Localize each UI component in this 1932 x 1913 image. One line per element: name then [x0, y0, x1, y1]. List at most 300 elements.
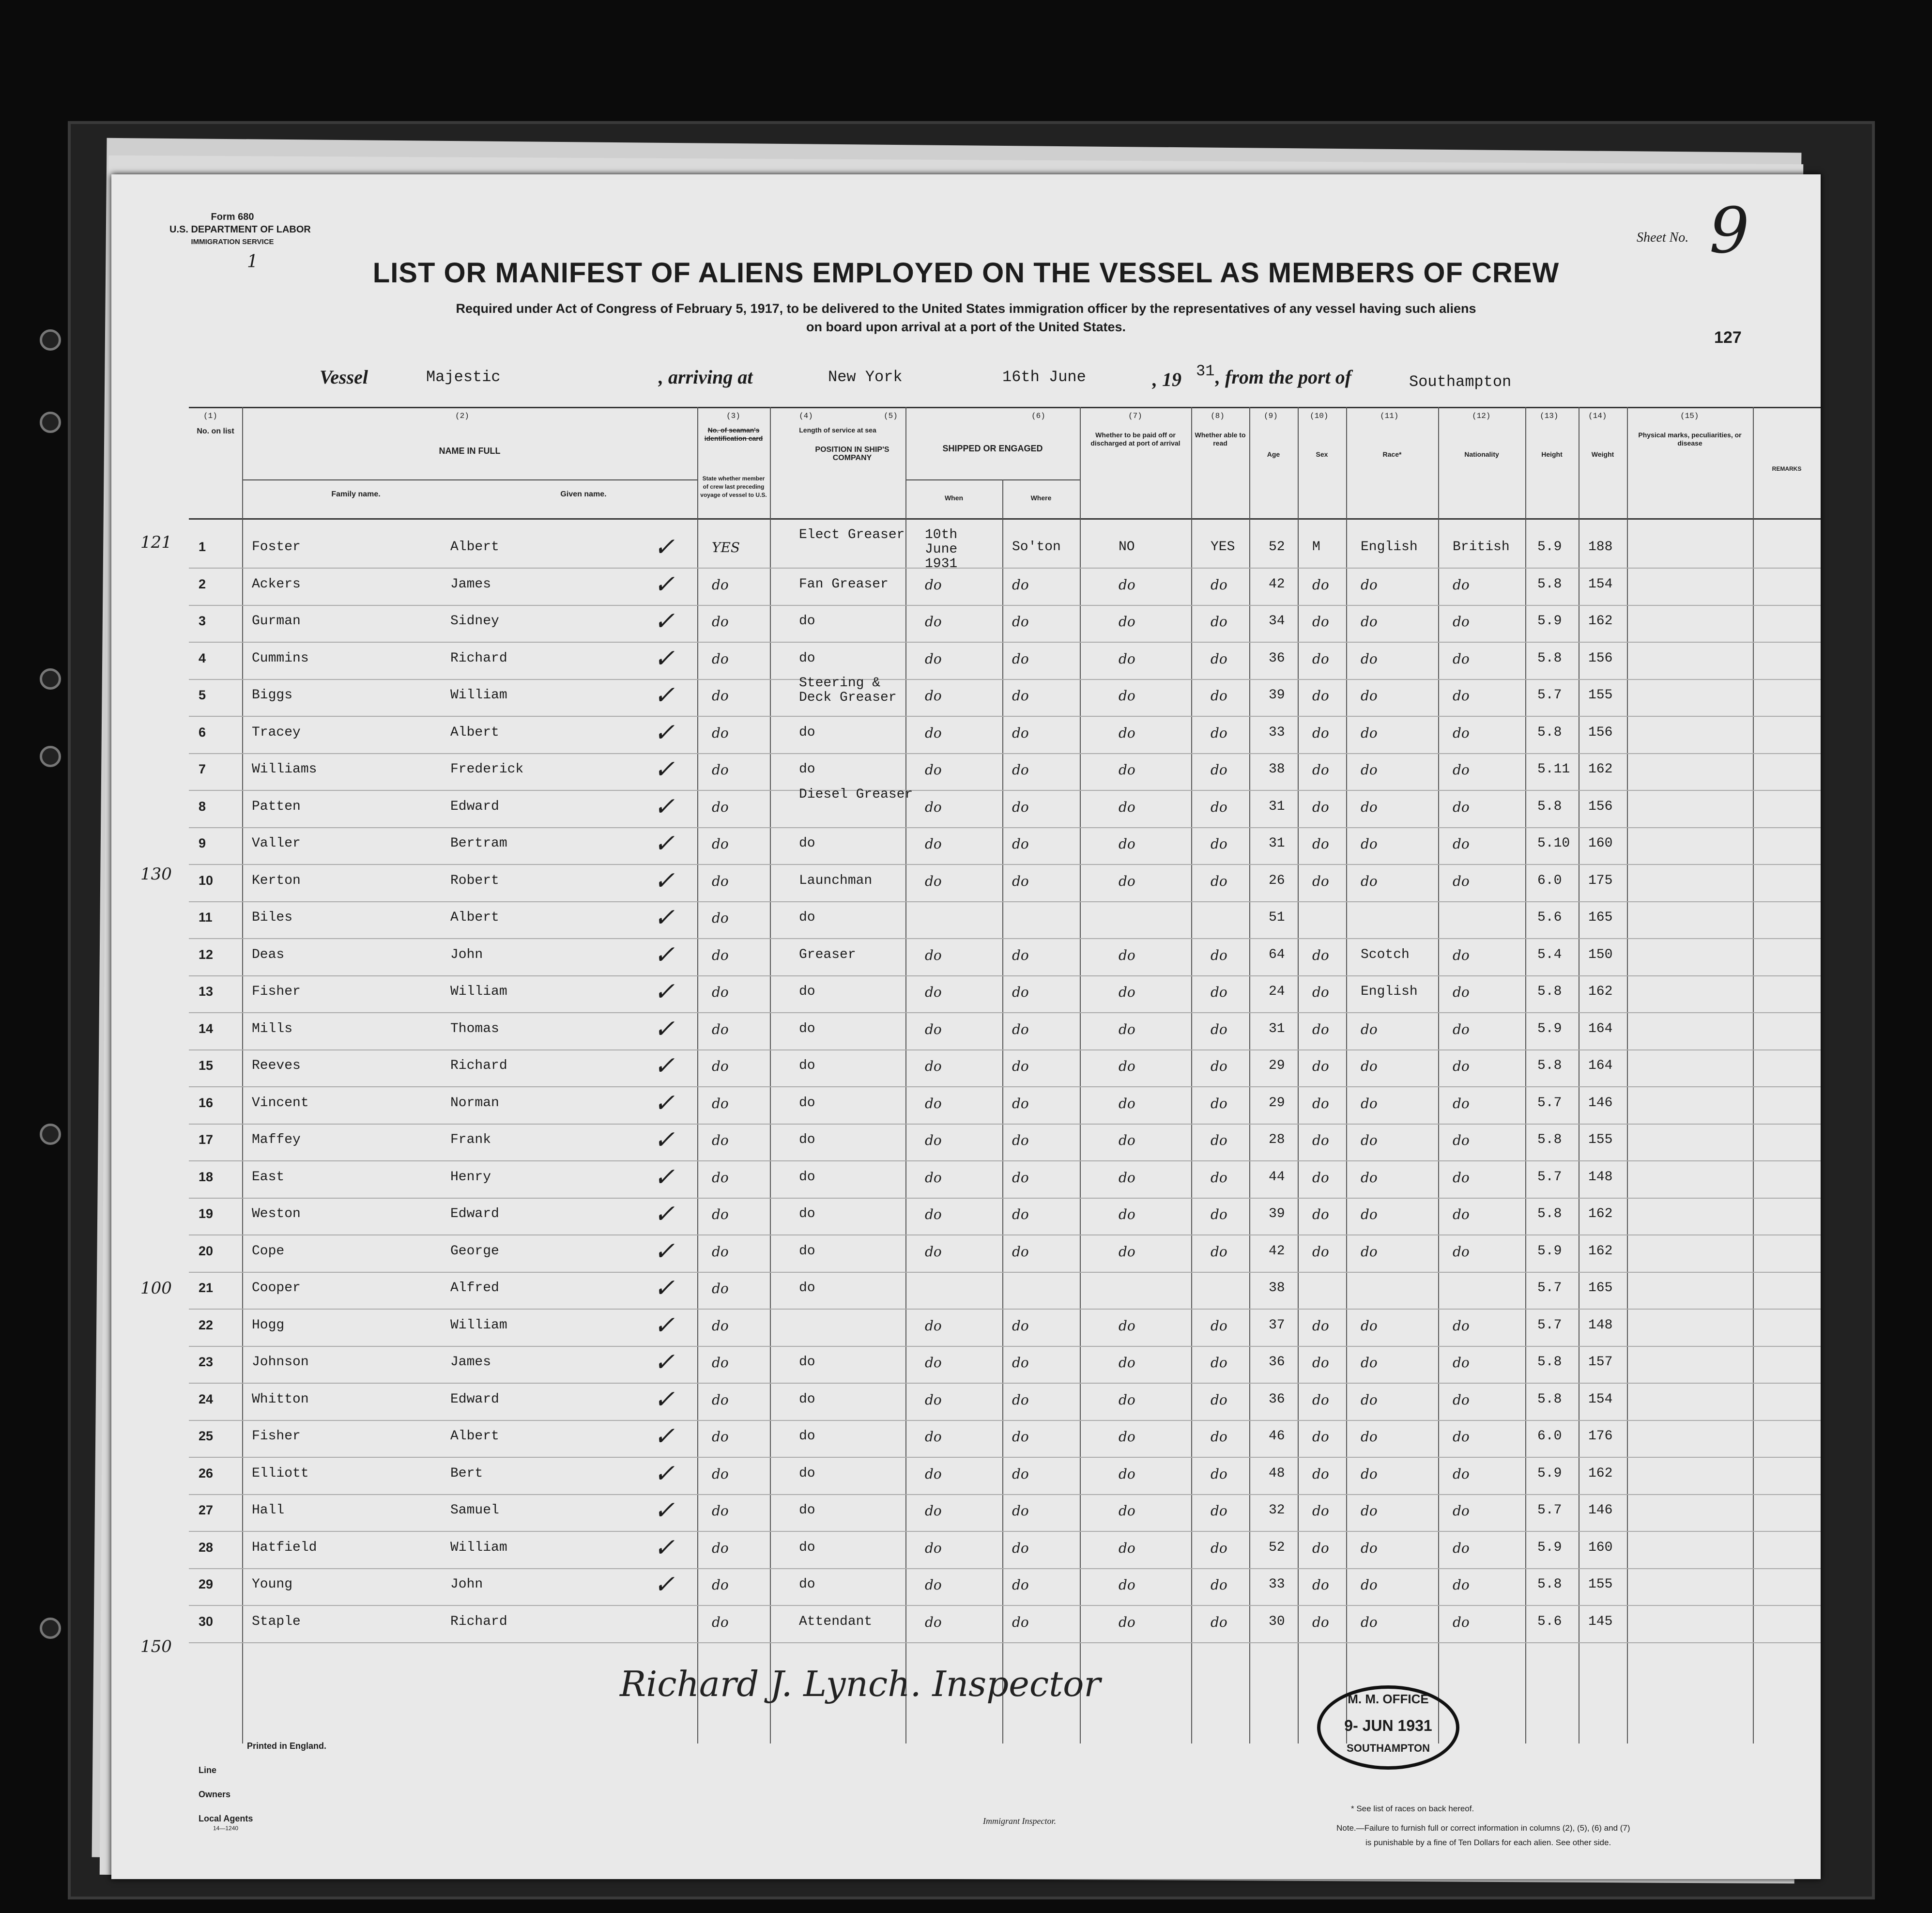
- table-row: [111, 1496, 1821, 1533]
- position: do: [799, 1021, 815, 1036]
- family-name: Foster: [252, 540, 301, 555]
- row-rule: [189, 1086, 1821, 1087]
- nationality: do: [1453, 1206, 1470, 1222]
- race: do: [1361, 1206, 1378, 1222]
- table-row: [111, 1607, 1821, 1644]
- col-number: (4): [799, 412, 813, 420]
- card-status: do: [712, 762, 729, 778]
- paid-off: do: [1119, 576, 1135, 593]
- card-status: do: [712, 1391, 729, 1408]
- height: 5.6: [1537, 1614, 1562, 1629]
- sex: do: [1312, 1614, 1329, 1630]
- weight: 154: [1588, 1391, 1613, 1407]
- check-mark: ✓: [654, 755, 675, 784]
- arrival-year: 31: [1196, 362, 1215, 380]
- height: 5.8: [1537, 576, 1562, 592]
- able-to-read: do: [1211, 1058, 1227, 1074]
- able-to-read: do: [1211, 650, 1227, 667]
- table-row: [111, 755, 1821, 792]
- row-number: 25: [199, 1429, 214, 1443]
- col-number: (2): [455, 412, 469, 420]
- age: 31: [1269, 836, 1285, 851]
- given-name: William: [450, 688, 507, 703]
- weight: 148: [1588, 1317, 1613, 1333]
- able-to-read: do: [1211, 762, 1227, 778]
- sex: do: [1312, 650, 1329, 667]
- row-rule: [189, 753, 1821, 754]
- shipped-when: do: [925, 1429, 942, 1445]
- paid-off: do: [1119, 1058, 1135, 1074]
- header-nationality: Nationality: [1464, 450, 1499, 458]
- given-name: Richard: [450, 1058, 507, 1073]
- age: 42: [1269, 1243, 1285, 1259]
- position: do: [799, 910, 815, 925]
- race: do: [1361, 1355, 1378, 1371]
- shipped-when: do: [925, 1614, 942, 1630]
- given-name: Thomas: [450, 1021, 499, 1036]
- shipped-header-rule: [905, 479, 1080, 480]
- age: 33: [1269, 725, 1285, 740]
- sex: do: [1312, 1466, 1329, 1482]
- row-number: 21: [199, 1280, 214, 1295]
- paid-off: do: [1119, 1317, 1135, 1334]
- corner-number: 127: [1714, 328, 1742, 347]
- position: do: [799, 725, 815, 740]
- paid-off: do: [1119, 947, 1135, 963]
- height: 5.9: [1537, 1021, 1562, 1036]
- able-to-read: do: [1211, 873, 1227, 889]
- paid-off: do: [1119, 1429, 1135, 1445]
- check-mark: ✓: [654, 1126, 675, 1155]
- position: do: [799, 1466, 815, 1481]
- check-mark: ✓: [654, 1533, 675, 1562]
- age: 52: [1269, 1540, 1285, 1555]
- position: do: [799, 984, 815, 999]
- row-rule: [189, 1309, 1821, 1310]
- able-to-read: do: [1211, 725, 1227, 741]
- col-number: (14): [1588, 412, 1607, 420]
- family-name: Young: [252, 1577, 293, 1592]
- family-name: East: [252, 1169, 285, 1185]
- shipped-where: do: [1012, 799, 1029, 815]
- height: 6.0: [1537, 873, 1562, 888]
- vessel-name: Majestic: [426, 368, 501, 386]
- position: do: [799, 1095, 815, 1111]
- table-row: [111, 1570, 1821, 1607]
- margin-number: 121: [140, 533, 172, 552]
- paid-off: do: [1119, 873, 1135, 889]
- family-name: Patten: [252, 799, 301, 814]
- race: do: [1361, 1540, 1378, 1556]
- shipped-where: do: [1012, 1466, 1029, 1482]
- row-rule: [189, 679, 1821, 680]
- paid-off: do: [1119, 1614, 1135, 1630]
- sex: do: [1312, 688, 1329, 704]
- height: 5.9: [1537, 1243, 1562, 1259]
- age: 33: [1269, 1577, 1285, 1592]
- family-name: Maffey: [252, 1132, 301, 1147]
- sex: do: [1312, 1540, 1329, 1556]
- stamp-top-text: M. M. OFFICE: [1348, 1692, 1429, 1706]
- subtitle-line-2: on board upon arrival at a port of the United States.: [806, 320, 1126, 334]
- position: do: [799, 1243, 815, 1259]
- weight: 165: [1588, 910, 1613, 925]
- header-seaman-note: State whether member of crew last preceding voyage of vessel to U.S.: [700, 475, 767, 498]
- sex: do: [1312, 1503, 1329, 1519]
- row-rule: [189, 1383, 1821, 1384]
- position: do: [799, 1169, 815, 1185]
- family-name: Valler: [252, 836, 301, 851]
- race: do: [1361, 1614, 1378, 1630]
- card-status: do: [712, 614, 729, 630]
- shipped-when: do: [925, 1317, 942, 1334]
- header-sex: Sex: [1316, 450, 1328, 458]
- age: 38: [1269, 762, 1285, 777]
- given-name: Henry: [450, 1169, 491, 1185]
- row-rule: [189, 716, 1821, 717]
- row-number: 4: [199, 650, 206, 665]
- nationality: do: [1453, 1355, 1470, 1371]
- card-status: do: [712, 1317, 729, 1334]
- position: Launchman: [799, 873, 873, 888]
- vessel-label: Vessel: [320, 366, 368, 388]
- header-length-service: Length of service at sea: [799, 426, 876, 434]
- shipped-when: do: [925, 984, 942, 1000]
- check-mark: ✓: [654, 644, 675, 673]
- position: do: [799, 1355, 815, 1370]
- nationality: do: [1453, 873, 1470, 889]
- card-status: do: [712, 1355, 729, 1371]
- shipped-when: do: [925, 762, 942, 778]
- row-number: 16: [199, 1095, 214, 1110]
- able-to-read: do: [1211, 1243, 1227, 1260]
- row-rule: [189, 1124, 1821, 1125]
- height: 5.8: [1537, 1391, 1562, 1407]
- header-given-name: Given name.: [560, 490, 607, 498]
- row-number: 6: [199, 725, 206, 740]
- position: do: [799, 1577, 815, 1592]
- family-name: Kerton: [252, 873, 301, 888]
- table-row: [111, 1089, 1821, 1126]
- row-number: 27: [199, 1503, 214, 1517]
- top-left-mark: 1: [247, 252, 258, 272]
- race: do: [1361, 799, 1378, 815]
- race: do: [1361, 1058, 1378, 1074]
- card-status: do: [712, 1577, 729, 1593]
- age: 51: [1269, 910, 1285, 925]
- height: 5.8: [1537, 1132, 1562, 1147]
- given-name: Samuel: [450, 1503, 499, 1518]
- row-rule: [189, 1531, 1821, 1532]
- table-row: [111, 607, 1821, 644]
- weight: 162: [1588, 1466, 1613, 1481]
- paid-off: do: [1119, 1243, 1135, 1260]
- from-port-label: , from the port of: [1215, 366, 1352, 388]
- family-name: Biggs: [252, 688, 293, 703]
- table-row: [111, 676, 1821, 718]
- header-no-on-list: No. on list: [197, 427, 234, 435]
- nationality: do: [1453, 1540, 1470, 1556]
- family-name: Vincent: [252, 1095, 309, 1111]
- check-mark: ✓: [654, 570, 675, 599]
- card-status: do: [712, 1058, 729, 1074]
- age: 32: [1269, 1503, 1285, 1518]
- given-name: Richard: [450, 650, 507, 666]
- sex: do: [1312, 1058, 1329, 1074]
- header-physical-marks: Physical marks, peculiarities, or disease: [1638, 431, 1742, 447]
- sex: do: [1312, 1243, 1329, 1260]
- height: 5.9: [1537, 540, 1562, 555]
- nationality: do: [1453, 984, 1470, 1000]
- height: 5.7: [1537, 1503, 1562, 1518]
- given-name: Albert: [450, 540, 499, 555]
- position: Fan Greaser: [799, 576, 889, 592]
- table-row: [111, 1200, 1821, 1236]
- row-number: 14: [199, 1021, 214, 1036]
- nationality: do: [1453, 576, 1470, 593]
- row-rule: [189, 827, 1821, 828]
- card-status: do: [712, 836, 729, 852]
- height: 5.8: [1537, 984, 1562, 999]
- table-row: [111, 718, 1821, 755]
- shipped-where: do: [1012, 947, 1029, 963]
- race: do: [1361, 1503, 1378, 1519]
- height: 5.8: [1537, 1058, 1562, 1073]
- row-number: 26: [199, 1466, 214, 1481]
- shipped-where: do: [1012, 984, 1029, 1000]
- margin-number: 130: [140, 864, 172, 884]
- shipped-when: do: [925, 725, 942, 741]
- manifest-sheet: [111, 174, 1821, 1879]
- table-row: [111, 1051, 1821, 1088]
- paid-off: NO: [1119, 540, 1135, 555]
- shipped-where: do: [1012, 762, 1029, 778]
- paid-off: do: [1119, 984, 1135, 1000]
- row-number: 28: [199, 1540, 214, 1555]
- table-row: [111, 866, 1821, 903]
- owners-label: Owners: [199, 1790, 231, 1799]
- shipped-when: do: [925, 1206, 942, 1222]
- given-name: Alfred: [450, 1280, 499, 1296]
- race: do: [1361, 576, 1378, 593]
- sex: do: [1312, 1355, 1329, 1371]
- family-name: Hogg: [252, 1317, 285, 1333]
- able-to-read: do: [1211, 1577, 1227, 1593]
- nationality: do: [1453, 1429, 1470, 1445]
- age: 24: [1269, 984, 1285, 999]
- family-name: Williams: [252, 762, 317, 777]
- table-row: [111, 1163, 1821, 1200]
- table-top-rule: [189, 407, 1821, 408]
- header-name-in-full: NAME IN FULL: [439, 446, 501, 456]
- paid-off: do: [1119, 1169, 1135, 1186]
- row-number: 11: [199, 910, 213, 925]
- sex: do: [1312, 947, 1329, 963]
- weight: 146: [1588, 1095, 1613, 1111]
- table-row: [111, 941, 1821, 977]
- able-to-read: do: [1211, 947, 1227, 963]
- check-mark: ✓: [654, 1459, 675, 1488]
- given-name: Edward: [450, 1391, 499, 1407]
- shipped-when: do: [925, 1243, 942, 1260]
- race: do: [1361, 836, 1378, 852]
- row-rule: [189, 901, 1821, 902]
- height: 5.10: [1537, 836, 1570, 851]
- shipped-when: do: [925, 947, 942, 963]
- card-status: do: [712, 1206, 729, 1222]
- shipped-when: do: [925, 1058, 942, 1074]
- sex: do: [1312, 1021, 1329, 1037]
- service-name: IMMIGRATION SERVICE: [191, 238, 274, 246]
- position: do: [799, 836, 815, 851]
- paid-off: do: [1119, 614, 1135, 630]
- header-able-read: Whether able to read: [1195, 431, 1246, 447]
- sex: do: [1312, 725, 1329, 741]
- able-to-read: do: [1211, 688, 1227, 704]
- nationality: do: [1453, 1021, 1470, 1037]
- row-rule: [189, 1049, 1821, 1050]
- table-row: [111, 644, 1821, 681]
- position: Greaser: [799, 947, 856, 962]
- header-remarks: REMARKS: [1772, 465, 1802, 472]
- row-rule: [189, 1160, 1821, 1161]
- race: do: [1361, 1577, 1378, 1593]
- sex: do: [1312, 1169, 1329, 1186]
- weight: 162: [1588, 984, 1613, 999]
- shipped-where: do: [1012, 1540, 1029, 1556]
- nationality: do: [1453, 1058, 1470, 1074]
- height: 5.8: [1537, 1206, 1562, 1221]
- family-name: Cummins: [252, 650, 309, 666]
- height: 5.7: [1537, 1317, 1562, 1333]
- paid-off: do: [1119, 1021, 1135, 1037]
- card-status: do: [712, 1466, 729, 1482]
- age: 36: [1269, 1355, 1285, 1370]
- shipped-where: do: [1012, 1169, 1029, 1186]
- row-number: 30: [199, 1614, 214, 1629]
- arriving-label: , arriving at: [659, 366, 753, 388]
- header-seaman-card: No. of seaman's identification card: [704, 426, 763, 442]
- able-to-read: do: [1211, 1132, 1227, 1148]
- weight: 175: [1588, 873, 1613, 888]
- age: 44: [1269, 1169, 1285, 1185]
- age: 46: [1269, 1429, 1285, 1444]
- shipped-where: do: [1012, 1206, 1029, 1222]
- height: 5.7: [1537, 1169, 1562, 1185]
- punch-hole: [40, 329, 61, 351]
- given-name: Bertram: [450, 836, 507, 851]
- age: 37: [1269, 1317, 1285, 1333]
- shipped-when: do: [925, 1132, 942, 1148]
- height: 5.9: [1537, 1540, 1562, 1555]
- sex: do: [1312, 984, 1329, 1000]
- weight: 162: [1588, 1243, 1613, 1259]
- table-row: [111, 570, 1821, 607]
- age: 36: [1269, 650, 1285, 666]
- shipped-when: do: [925, 836, 942, 852]
- nationality: do: [1453, 1132, 1470, 1148]
- nationality: do: [1453, 650, 1470, 667]
- check-mark: ✓: [654, 903, 675, 932]
- row-number: 12: [199, 947, 214, 962]
- position: Attendant: [799, 1614, 873, 1629]
- nationality: do: [1453, 762, 1470, 778]
- given-name: Albert: [450, 1429, 499, 1444]
- sex: do: [1312, 1577, 1329, 1593]
- nationality: do: [1453, 1577, 1470, 1593]
- immigrant-inspector-label: Immigrant Inspector.: [983, 1816, 1056, 1826]
- able-to-read: do: [1211, 1429, 1227, 1445]
- height: 5.8: [1537, 725, 1562, 740]
- given-name: Robert: [450, 873, 499, 888]
- race: English: [1361, 540, 1418, 555]
- able-to-read: YES: [1211, 540, 1235, 555]
- family-name: Deas: [252, 947, 285, 962]
- position: Elect Greaser: [799, 527, 905, 542]
- able-to-read: do: [1211, 1169, 1227, 1186]
- form-code: 14—1240: [213, 1825, 239, 1832]
- given-name: James: [450, 1355, 491, 1370]
- department-name: U.S. DEPARTMENT OF LABOR: [169, 224, 311, 235]
- table-row: [111, 1533, 1821, 1570]
- row-number: 29: [199, 1577, 214, 1591]
- shipped-where: do: [1012, 836, 1029, 852]
- row-rule: [189, 790, 1821, 791]
- age: 31: [1269, 799, 1285, 814]
- shipped-when: do: [925, 1355, 942, 1371]
- paid-off: do: [1119, 1095, 1135, 1111]
- form-header: [169, 211, 311, 248]
- given-name: John: [450, 1577, 483, 1592]
- check-mark: ✓: [654, 607, 675, 636]
- check-mark: ✓: [654, 940, 675, 970]
- height: 5.11: [1537, 762, 1570, 777]
- card-status: do: [712, 984, 729, 1000]
- card-status: YES: [712, 540, 740, 555]
- race: do: [1361, 1132, 1378, 1148]
- check-mark: ✓: [654, 866, 675, 895]
- row-number: 24: [199, 1391, 214, 1406]
- able-to-read: do: [1211, 836, 1227, 852]
- race: do: [1361, 1243, 1378, 1260]
- sheet-no-label: Sheet No.: [1637, 230, 1689, 245]
- year-prefix: , 19: [1152, 369, 1181, 390]
- paid-off: do: [1119, 650, 1135, 667]
- note-races: * See list of races on back hereof.: [1351, 1804, 1474, 1813]
- height: 5.7: [1537, 688, 1562, 703]
- shipped-where: do: [1012, 873, 1029, 889]
- nationality: do: [1453, 1466, 1470, 1482]
- paid-off: do: [1119, 1503, 1135, 1519]
- given-name: Albert: [450, 725, 499, 740]
- table-row: [111, 1348, 1821, 1385]
- shipped-when: do: [925, 576, 942, 593]
- check-mark: ✓: [654, 1236, 675, 1266]
- margin-number: 150: [140, 1637, 172, 1656]
- card-status: do: [712, 910, 729, 926]
- race: do: [1361, 1021, 1378, 1037]
- row-number: 17: [199, 1132, 214, 1147]
- shipped-when: do: [925, 1169, 942, 1186]
- weight: 157: [1588, 1355, 1613, 1370]
- weight: 160: [1588, 836, 1613, 851]
- row-rule: [189, 1272, 1821, 1273]
- weight: 148: [1588, 1169, 1613, 1185]
- table-row: [111, 527, 1821, 571]
- family-name: Fisher: [252, 1429, 301, 1444]
- able-to-read: do: [1211, 576, 1227, 593]
- row-rule: [189, 568, 1821, 569]
